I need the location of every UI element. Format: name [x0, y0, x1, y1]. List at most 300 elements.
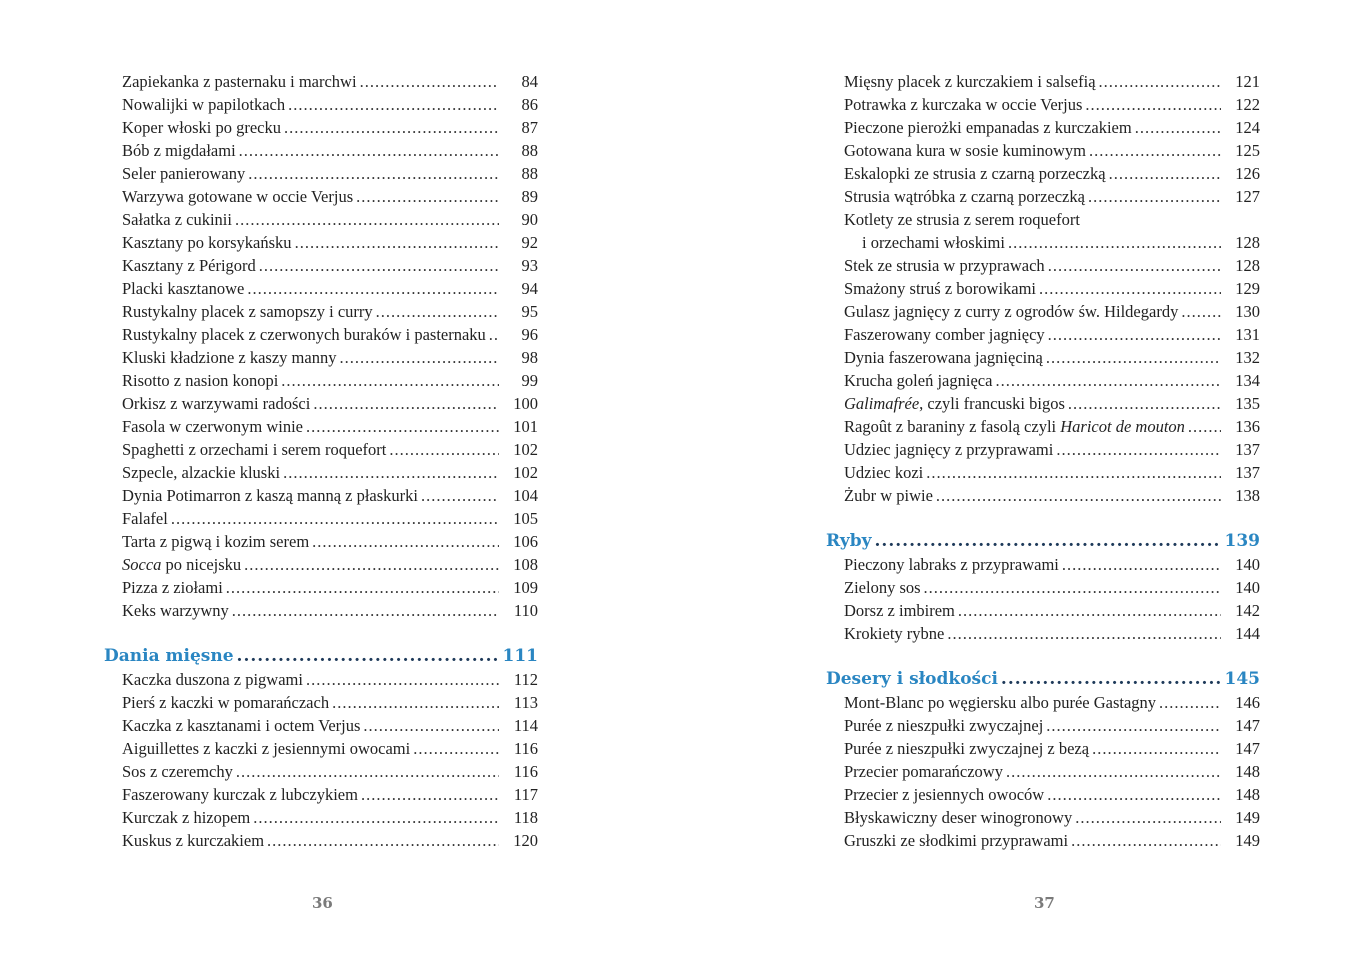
entry-title: [122, 783, 358, 806]
entry-title: [844, 116, 1132, 139]
entry-title-text: Gotowana kura w sosie kuminowym: [844, 141, 1086, 160]
entry-title: [844, 208, 1080, 231]
entry-title-text: Przecier pomarańczowy: [844, 762, 1003, 781]
entry-title: [844, 622, 944, 645]
entry-title-text: Fasola w czerwonym winie: [122, 417, 303, 436]
leader-dots: [1001, 668, 1221, 691]
entry-title: [844, 70, 1096, 93]
entry-title: [122, 116, 281, 139]
toc-entry: [104, 254, 538, 277]
toc-entry: [826, 70, 1260, 93]
entry-title-text: Stek ze strusia w przyprawach: [844, 256, 1045, 275]
toc-entry: [826, 622, 1260, 645]
entry-title-text: Sałatka z cukinii: [122, 210, 232, 229]
toc-entry: [826, 93, 1260, 116]
leader-dots: [306, 668, 499, 691]
toc-entry: [104, 93, 538, 116]
entry-title-text: Strusia wątróbka z czarną porzeczką: [844, 187, 1085, 206]
entry-page-number: 144: [1235, 624, 1260, 643]
entry-page-number: 96: [521, 325, 538, 344]
leader-dots: [1046, 346, 1221, 369]
entry-page-number: 147: [1235, 716, 1260, 735]
leader-dots: [936, 484, 1221, 507]
entry-page-number: 105: [513, 509, 538, 528]
leader-dots: [421, 484, 499, 507]
entry-title: [844, 599, 955, 622]
entry-title: [122, 576, 223, 599]
toc-entry: [826, 553, 1260, 576]
entry-title-text: Udziec jagnięcy z przyprawami: [844, 440, 1054, 459]
leader-dots: [1062, 553, 1221, 576]
entry-title-text: Eskalopki ze strusia z czarną porzeczką: [844, 164, 1106, 183]
entry-page-number: 128: [1235, 233, 1260, 252]
entry-page-number: 86: [521, 95, 538, 114]
leader-dots: [1099, 70, 1221, 93]
entry-title: [844, 392, 1065, 415]
entry-title-text: Warzywa gotowane w occie Verjus: [122, 187, 354, 206]
entry-title-text: Falafel: [122, 509, 168, 528]
entry-title-text: Kurczak z hizopem: [122, 808, 251, 827]
entry-title-text: Potrawka z kurczaka w occie Verjus: [844, 95, 1083, 114]
leader-dots: [1006, 760, 1221, 783]
toc-entry: [826, 277, 1260, 300]
entry-page-number: 99: [521, 371, 538, 390]
entry-title: [844, 806, 1072, 829]
toc-entry: [826, 185, 1260, 208]
section-heading-dania-miesne: [104, 645, 538, 668]
leader-dots: [389, 438, 499, 461]
toc-entry: [104, 484, 538, 507]
leader-dots: [1089, 139, 1221, 162]
leader-dots: [1046, 714, 1221, 737]
entry-title-text: Purée z nieszpułki zwyczajnej z bezą: [844, 739, 1090, 758]
toc-entry: [104, 323, 538, 346]
entry-title-text: i orzechami włoskimi: [862, 233, 1005, 252]
toc-entry: [104, 231, 538, 254]
entry-title: [844, 829, 1068, 852]
toc-entry: [826, 783, 1260, 806]
leader-dots: [283, 461, 499, 484]
entry-page-number: 100: [513, 394, 538, 413]
leader-dots: [306, 415, 499, 438]
entry-title: [844, 737, 1089, 760]
entry-title: [122, 737, 410, 760]
leader-dots: [1039, 277, 1221, 300]
toc-entry: [104, 116, 538, 139]
toc-entry: [826, 737, 1260, 760]
entry-title: [122, 760, 233, 783]
entry-title-text: Mięsny placek z kurczakiem i salsefią: [844, 72, 1096, 91]
toc-entry: [826, 323, 1260, 346]
entry-title: [122, 415, 303, 438]
leader-dots: [363, 714, 499, 737]
leader-dots: [926, 461, 1221, 484]
left-page: [104, 70, 538, 852]
toc-entry: [104, 829, 538, 852]
toc-entry: [104, 691, 538, 714]
entry-title: [122, 231, 292, 254]
entry-title-text: Tarta z pigwą i kozim serem: [122, 532, 310, 551]
entry-title-text: Bób z migdałami: [122, 141, 236, 160]
entry-title: [844, 415, 1185, 438]
entry-title: [122, 254, 256, 277]
entry-page-number: 89: [521, 187, 538, 206]
entry-title-text: Dynia faszerowana jagnięciną: [844, 348, 1043, 367]
leader-dots: [874, 530, 1221, 553]
entry-title: [122, 369, 278, 392]
entry-title: [844, 783, 1044, 806]
entry-page-number: 128: [1235, 256, 1260, 275]
entry-page-number: 130: [1235, 302, 1260, 321]
leader-dots: [259, 254, 499, 277]
leader-dots: [232, 599, 499, 622]
entry-page-number: 102: [513, 440, 538, 459]
entry-page-number: 117: [513, 785, 538, 804]
toc-entry: [826, 599, 1260, 622]
section-heading-ryby: [826, 530, 1260, 553]
leader-dots: [281, 369, 499, 392]
leader-dots: [1135, 116, 1221, 139]
entry-title-text: Rustykalny placek z czerwonych buraków i pasternaku: [122, 325, 486, 344]
right-page: [826, 70, 1260, 852]
entry-title-text: Zielony sos: [844, 578, 921, 597]
leader-dots: [1047, 783, 1221, 806]
entry-title: [122, 507, 168, 530]
entry-title-text: Błyskawiczny deser winogronowy: [844, 808, 1073, 827]
entry-title-text: Sos z czeremchy: [122, 762, 233, 781]
toc-entry: [104, 668, 538, 691]
entry-title-text: Kaczka z kasztanami i octem Verjus: [122, 716, 361, 735]
entry-page-number: 109: [513, 578, 538, 597]
entry-title: [122, 461, 280, 484]
entry-page-number: 110: [513, 601, 538, 620]
entry-title: [844, 438, 1053, 461]
entry-page-number: 90: [521, 210, 538, 229]
leader-dots: [1008, 231, 1221, 254]
entry-page-number: 142: [1235, 601, 1260, 620]
leader-dots: [924, 576, 1221, 599]
entry-page-number: 124: [1235, 118, 1260, 137]
entry-title-text: Gulasz jagnięcy z curry z ogrodów św. Hildegardy: [844, 302, 1179, 321]
entry-title-text: Szpecle, alzackie kluski: [122, 463, 281, 482]
entry-page-number: 121: [1235, 72, 1260, 91]
entry-title: [122, 70, 357, 93]
entry-page-number: 116: [513, 762, 538, 781]
entry-title-italic: Socca: [122, 555, 162, 574]
toc-entry: [104, 438, 538, 461]
entry-title-text: , czyli francuski bigos: [919, 394, 1065, 413]
toc-entry: [826, 691, 1260, 714]
leader-dots: [284, 116, 499, 139]
entry-title: [844, 139, 1086, 162]
toc-entry: [104, 185, 538, 208]
entry-page-number: 102: [513, 463, 538, 482]
toc-entry: [104, 461, 538, 484]
entry-title: [122, 530, 309, 553]
entry-page-number: 131: [1235, 325, 1260, 344]
leader-dots: [958, 599, 1221, 622]
left-entry-list: [104, 70, 538, 622]
entry-page-number: 127: [1235, 187, 1260, 206]
entry-title: [122, 323, 486, 346]
leader-dots: [1181, 300, 1221, 323]
toc-entry: [104, 277, 538, 300]
entry-title: [844, 461, 923, 484]
entry-page-number: 134: [1235, 371, 1260, 390]
entry-title-text: Purée z nieszpułki zwyczajnej: [844, 716, 1044, 735]
entry-page-number: 88: [521, 141, 538, 160]
toc-entry: [104, 576, 538, 599]
toc-entry: [104, 760, 538, 783]
entry-page-number: 113: [513, 693, 538, 712]
entry-title: [122, 691, 329, 714]
entry-title: [122, 806, 250, 829]
toc-entry: [104, 162, 538, 185]
section-heading-desery: [826, 668, 1260, 691]
toc-entry: [104, 415, 538, 438]
section-page-number: 145: [1224, 669, 1260, 689]
toc-entry: [826, 254, 1260, 277]
entry-title-text: Kuskus z kurczakiem: [122, 831, 265, 850]
leader-dots: [247, 277, 499, 300]
toc-entry: [826, 760, 1260, 783]
leader-dots: [339, 346, 499, 369]
entry-title: [844, 714, 1043, 737]
leader-dots: [295, 231, 499, 254]
leader-dots: [1188, 415, 1221, 438]
toc-entry: [826, 576, 1260, 599]
entry-title-text: Mont-Blanc po węgiersku albo purée Gastagny: [844, 693, 1157, 712]
entry-page-number: 149: [1235, 808, 1260, 827]
entry-title-text: Keks warzywny: [122, 601, 229, 620]
entry-page-number: 88: [521, 164, 538, 183]
entry-title-text: Seler panierowany: [122, 164, 246, 183]
entry-title-text: Gruszki ze słodkimi przyprawami: [844, 831, 1069, 850]
entry-title: [122, 208, 232, 231]
section-title: Dania mięsne: [104, 646, 234, 666]
leader-dots: [947, 622, 1221, 645]
entry-title: [844, 277, 1036, 300]
toc-entry: [104, 70, 538, 93]
entry-title: [122, 599, 229, 622]
entry-title: [844, 576, 921, 599]
toc-entry: [104, 599, 538, 622]
entry-page-number: 147: [1235, 739, 1260, 758]
entry-page-number: 135: [1235, 394, 1260, 413]
toc-entry: [826, 806, 1260, 829]
entry-title-text: Pieczone pierożki empanadas z kurczakiem: [844, 118, 1132, 137]
entry-title: [844, 185, 1085, 208]
leader-dots: [995, 369, 1221, 392]
entry-page-number: 148: [1235, 762, 1260, 781]
entry-page-number: 104: [513, 486, 538, 505]
toc-entry: [104, 507, 538, 530]
leader-dots: [244, 553, 499, 576]
toc-entry: [826, 714, 1260, 737]
entry-page-number: 149: [1235, 831, 1260, 850]
entry-page-number: 95: [521, 302, 538, 321]
entry-title: [844, 162, 1106, 185]
entry-title-text: Krucha goleń jagnięca: [844, 371, 993, 390]
toc-entry: [826, 346, 1260, 369]
entry-title: [122, 438, 386, 461]
toc-entry: [826, 162, 1260, 185]
leader-dots: [360, 70, 499, 93]
entry-title: [122, 300, 373, 323]
toc-entry: [826, 461, 1260, 484]
toc-entry: [104, 208, 538, 231]
entry-title-text: Koper włoski po grecku: [122, 118, 282, 137]
entry-page-number: 84: [521, 72, 538, 91]
entry-title: [122, 829, 264, 852]
toc-entry: [104, 783, 538, 806]
entry-page-number: 120: [513, 831, 538, 850]
toc-entry: [104, 714, 538, 737]
leader-dots: [1068, 392, 1221, 415]
entry-page-number: 116: [513, 739, 538, 758]
toc-entry: [826, 369, 1260, 392]
entry-title: [122, 346, 336, 369]
toc-entry: [826, 231, 1260, 254]
entry-title: [122, 714, 360, 737]
entry-title-text: Kasztany po korsykańsku: [122, 233, 292, 252]
entry-title-text: Nowalijki w papilotkach: [122, 95, 286, 114]
entry-title-text: Pieczony labraks z przyprawami: [844, 555, 1059, 574]
leader-dots: [1109, 162, 1221, 185]
leader-dots: [236, 760, 499, 783]
entry-title: [122, 277, 244, 300]
entry-page-number: 140: [1235, 578, 1260, 597]
entry-page-number: 98: [521, 348, 538, 367]
section-page-number: 111: [502, 646, 538, 666]
entry-title-text: po nicejsku: [161, 555, 242, 574]
leader-dots: [288, 93, 499, 116]
leader-dots: [1088, 185, 1221, 208]
toc-entry: [826, 139, 1260, 162]
entry-page-number: 101: [513, 417, 538, 436]
leader-dots: [356, 185, 499, 208]
entry-title: [844, 553, 1059, 576]
entry-title: [122, 553, 241, 576]
toc-entry: [826, 116, 1260, 139]
toc-entry: [826, 300, 1260, 323]
page-number-right: 37: [1034, 894, 1055, 912]
entry-title-text: Faszerowany comber jagnięcy: [844, 325, 1045, 344]
entry-title: [122, 392, 310, 415]
entry-page-number: 118: [513, 808, 538, 827]
entry-page-number: 125: [1235, 141, 1260, 160]
toc-entry: [104, 530, 538, 553]
leader-dots: [489, 323, 499, 346]
entry-page-number: 126: [1235, 164, 1260, 183]
toc-entry: [826, 829, 1260, 852]
toc-entry: [104, 300, 538, 323]
leader-dots: [235, 208, 499, 231]
right-entry-list: [826, 70, 1260, 507]
toc-entry: [826, 208, 1260, 231]
toc-entry: [104, 806, 538, 829]
leader-dots: [1048, 323, 1221, 346]
toc-entry: [104, 369, 538, 392]
entry-title-text: Dynia Potimarron z kaszą manną z płaskurki: [122, 486, 418, 505]
entry-title: [862, 231, 1005, 254]
entry-page-number: 148: [1235, 785, 1260, 804]
leader-dots: [267, 829, 499, 852]
leader-dots: [248, 162, 499, 185]
section-title: Desery i słodkości: [826, 669, 998, 689]
entry-title-italic: Galimafrée: [844, 394, 920, 413]
toc-entry: [826, 392, 1260, 415]
entry-title-text: Orkisz z warzywami radości: [122, 394, 311, 413]
leader-dots: [237, 645, 499, 668]
entry-title-text: Aiguillettes z kaczki z jesiennymi owocami: [122, 739, 411, 758]
leader-dots: [1071, 829, 1221, 852]
dessert-entry-list: [826, 691, 1260, 852]
entry-title: [122, 139, 236, 162]
entry-page-number: 108: [513, 555, 538, 574]
leader-dots: [413, 737, 499, 760]
leader-dots: [313, 392, 499, 415]
entry-title: [844, 254, 1045, 277]
entry-title-text: Faszerowany kurczak z lubczykiem: [122, 785, 358, 804]
entry-title: [844, 691, 1156, 714]
leader-dots: [1092, 737, 1221, 760]
fish-entry-list: [826, 553, 1260, 645]
entry-title-text: Dorsz z imbirem: [844, 601, 955, 620]
leader-dots: [1056, 438, 1221, 461]
entry-title: [844, 323, 1045, 346]
entry-title-text: Smażony struś z borowikami: [844, 279, 1037, 298]
entry-title-text: Kluski kładzione z kaszy manny: [122, 348, 337, 367]
leader-dots: [1085, 93, 1221, 116]
entry-page-number: 92: [521, 233, 538, 252]
leader-dots: [312, 530, 499, 553]
entry-title-text: Kaczka duszona z pigwami: [122, 670, 303, 689]
entry-title-text: Pierś z kaczki w pomarańczach: [122, 693, 330, 712]
entry-page-number: 112: [513, 670, 538, 689]
entry-title: [844, 93, 1082, 116]
entry-title: [844, 369, 992, 392]
entry-title-text: Przecier z jesiennych owoców: [844, 785, 1045, 804]
leader-dots: [1048, 254, 1221, 277]
entry-title: [122, 162, 245, 185]
leader-dots: [226, 576, 499, 599]
entry-title: [122, 185, 353, 208]
leader-dots: [376, 300, 499, 323]
entry-title-text: Rustykalny placek z samopszy i curry: [122, 302, 373, 321]
entry-page-number: 122: [1235, 95, 1260, 114]
toc-entry: [826, 415, 1260, 438]
toc-entry: [826, 438, 1260, 461]
entry-title-text: Żubr w piwie: [844, 486, 933, 505]
entry-title-text: Placki kasztanowe: [122, 279, 245, 298]
entry-page-number: 114: [513, 716, 538, 735]
leader-dots: [361, 783, 499, 806]
entry-title-text: Udziec kozi: [844, 463, 924, 482]
entry-title-text: Zapiekanka z pasternaku i marchwi: [122, 72, 357, 91]
entry-page-number: 129: [1235, 279, 1260, 298]
toc-entry: [104, 392, 538, 415]
meat-entry-list: [104, 668, 538, 852]
entry-page-number: 136: [1235, 417, 1260, 436]
section-title: Ryby: [826, 531, 872, 551]
entry-title: [844, 484, 933, 507]
entry-page-number: 140: [1235, 555, 1260, 574]
entry-title-text: Risotto z nasion konopi: [122, 371, 279, 390]
leader-dots: [1075, 806, 1221, 829]
entry-page-number: 137: [1235, 463, 1260, 482]
entry-page-number: 106: [513, 532, 538, 551]
